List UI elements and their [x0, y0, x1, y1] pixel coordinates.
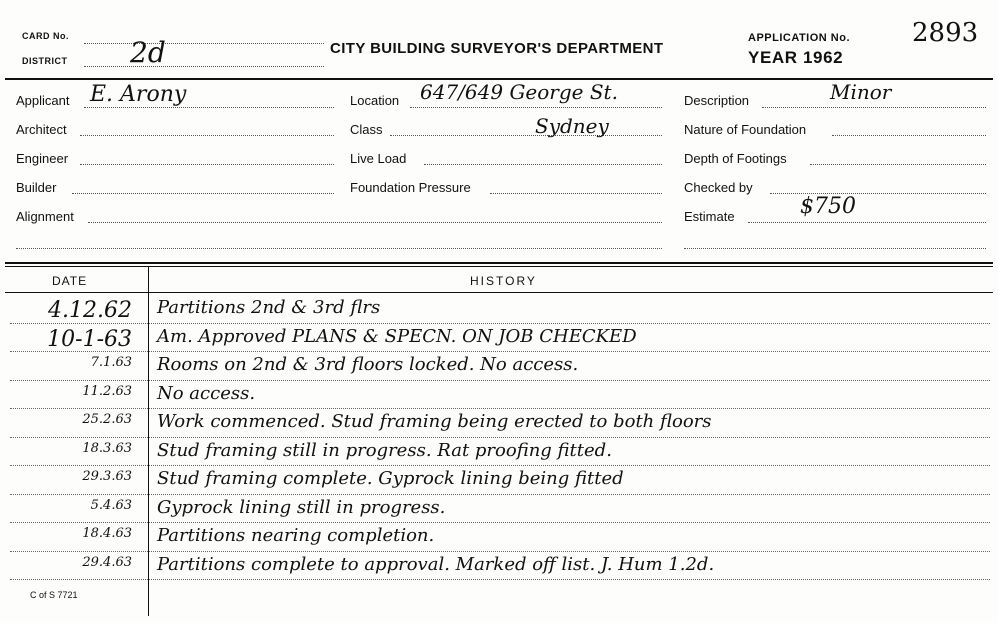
history-entry: Gyprock lining still in progress. [157, 496, 446, 518]
alignment-label: Alignment [16, 209, 74, 224]
row-divider [10, 380, 990, 381]
history-entry: Partitions nearing completion. [157, 525, 435, 546]
history-entry: Stud framing still in progress. Rat proofing fitted. [157, 439, 612, 461]
location-line [410, 107, 662, 108]
extra-line [16, 248, 662, 249]
class-line [390, 135, 662, 136]
history-entry: Partitions complete to approval. Marked off list. J. Hum 1.2d. [157, 553, 715, 575]
card-no-label: CARD No. [22, 31, 69, 41]
date-header: DATE [52, 274, 88, 288]
alignment-line [88, 222, 662, 223]
date-column-divider [148, 266, 149, 616]
depth-line [810, 164, 986, 165]
engineer-label: Engineer [16, 151, 69, 166]
district-line [84, 66, 324, 67]
row-divider [10, 465, 990, 466]
depth-of-footings-label: Depth of Footings [684, 151, 787, 166]
department-title: CITY BUILDING SURVEYOR'S DEPARTMENT [330, 40, 664, 57]
location-value: 647/649 George St. [420, 80, 618, 104]
estimate-value: $750 [800, 194, 856, 219]
applicant-value: E. Arony [90, 82, 187, 107]
architect-label: Architect [16, 122, 67, 137]
history-entry: Rooms on 2nd & 3rd floors locked. No access. [157, 354, 579, 375]
table-top-rule-2 [5, 266, 993, 267]
row-divider [10, 408, 990, 409]
district-value: 2d [130, 36, 166, 69]
live-load-label: Live Load [350, 151, 407, 166]
architect-line [80, 135, 334, 136]
nature-of-foundation-label: Nature of Foundation [684, 122, 807, 137]
history-entry: Am. Approved PLANS & SPECN. ON JOB CHECKED [157, 325, 637, 347]
history-date: 25.2.63 [82, 412, 132, 427]
history-date: 18.3.63 [82, 440, 132, 456]
row-divider [10, 551, 990, 552]
history-date: 29.4.63 [82, 554, 132, 570]
form-code: C of S 7721 [30, 590, 78, 600]
history-header: HISTORY [470, 274, 537, 288]
estimate-label: Estimate [684, 209, 735, 224]
description-label: Description [684, 93, 750, 108]
history-date: 18.4.63 [82, 526, 132, 541]
row-divider [10, 437, 990, 438]
application-number: 2893 [912, 18, 979, 48]
nature-line [832, 135, 986, 136]
foundation-pressure-line [490, 193, 662, 194]
description-line [762, 107, 986, 108]
history-date: 11.2.63 [82, 383, 132, 399]
history-entry: Partitions 2nd & 3rd flrs [157, 297, 381, 318]
application-label: APPLICATION No. [748, 32, 851, 44]
engineer-line [80, 164, 334, 165]
row-divider [10, 494, 990, 495]
class-value: Sydney [535, 114, 609, 138]
row-divider [10, 323, 990, 324]
year-label: YEAR 1962 [748, 48, 844, 67]
history-date: 4.12.62 [48, 298, 132, 323]
foundation-pressure-label: Foundation Pressure [350, 180, 471, 195]
history-entry: Stud framing complete. Gyprock lining being fitted [157, 468, 624, 489]
history-entry: No access. [157, 382, 256, 404]
extra-line-right [684, 248, 986, 249]
history-entry: Work commenced. Stud framing being erected to both floors [157, 411, 712, 432]
history-date: 5.4.63 [90, 497, 132, 513]
row-divider [10, 351, 990, 352]
history-date: 7.1.63 [90, 355, 132, 370]
class-label: Class [350, 122, 383, 137]
row-divider [10, 522, 990, 523]
description-value: Minor [830, 80, 892, 104]
location-label: Location [350, 93, 400, 108]
builder-line [72, 193, 334, 194]
checked-by-label: Checked by [684, 180, 753, 195]
applicant-label: Applicant [16, 93, 70, 108]
district-label: DISTRICT [22, 56, 68, 66]
card-no-line [84, 43, 324, 44]
estimate-line [748, 222, 986, 223]
table-header-rule [5, 292, 993, 293]
history-date: 29.3.63 [82, 469, 132, 484]
history-date: 10-1-63 [47, 326, 132, 352]
table-top-rule [5, 262, 993, 264]
builder-label: Builder [16, 180, 57, 195]
live-load-line [424, 164, 662, 165]
row-divider [10, 579, 990, 580]
applicant-line [84, 107, 334, 108]
